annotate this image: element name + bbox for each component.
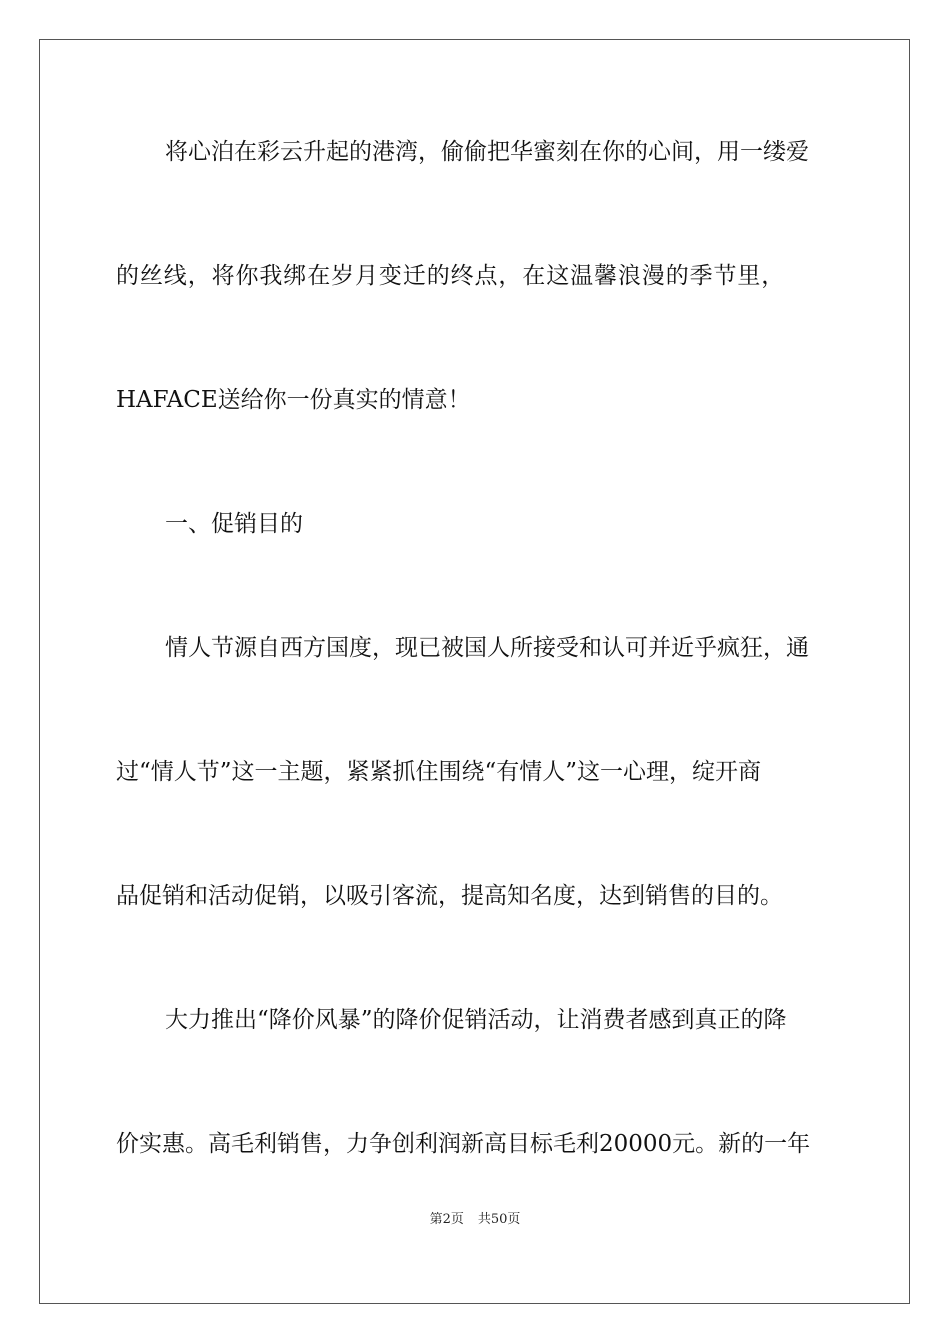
body-text-line: 将心泊在彩云升起的港湾，偷偷把华蜜刻在你的心间，用一缕爱: [165, 139, 809, 165]
section-heading: 一、促销目的: [165, 511, 303, 537]
page-total: 共50页: [477, 1212, 521, 1227]
body-text-line: 品促销和活动促销，以吸引客流，提高知名度，达到销售的目的。: [116, 883, 783, 909]
body-text-line: 大力推出“降价风暴”的降价促销活动，让消费者感到真正的降: [165, 1007, 787, 1033]
body-text-line: 的丝线，将你我绑在岁月变迁的终点，在这温馨浪漫的季节里，: [116, 263, 786, 289]
body-text-line: 价实惠。高毛利销售，力争创利润新高目标毛利20000元。新的一年: [116, 1131, 811, 1157]
page-footer: [0, 1208, 950, 1227]
page-number: 第2页: [429, 1212, 464, 1227]
body-text-line: HAFACE送给你一份真实的情意！: [116, 387, 471, 413]
body-text-line: 情人节源自西方国度，现已被国人所接受和认可并近乎疯狂，通: [165, 635, 809, 661]
body-text-line: 过“情人节”这一主题，紧紧抓住围绕“有情人”这一心理，绽开商: [116, 759, 762, 785]
page-frame: [39, 39, 910, 1304]
